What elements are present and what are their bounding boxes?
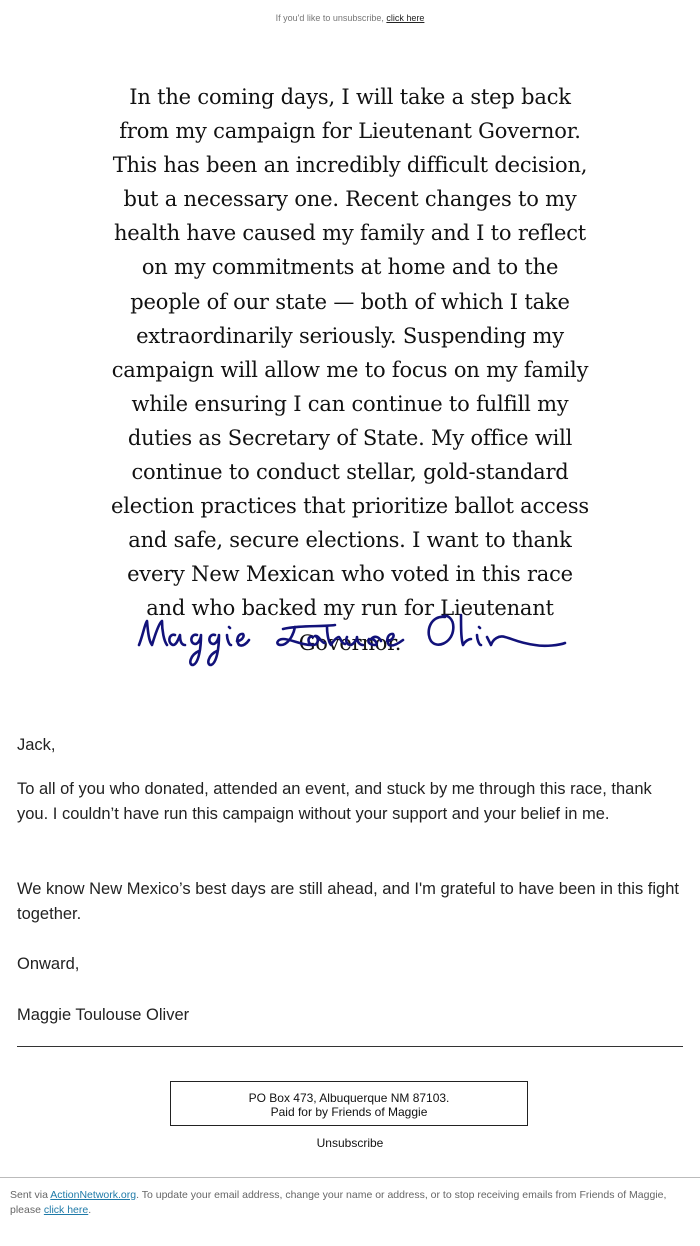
letter-paragraph-2: We know New Mexico’s best days are still ahead, and I'm grateful to have been in this fight together. bbox=[17, 880, 679, 923]
divider bbox=[17, 1046, 683, 1047]
footer-sent-via: Sent via bbox=[10, 1189, 48, 1201]
disclaimer-address: PO Box 473, Albuquerque NM 87103. bbox=[248, 1091, 450, 1105]
footer-divider bbox=[0, 1177, 700, 1178]
footer-message: . To update your email address, change your name or address, or to stop receiving emails from Friends of Maggie, please bbox=[10, 1189, 667, 1216]
unsubscribe-notice bbox=[0, 13, 700, 23]
footer-click-here-link[interactable]: click here bbox=[43, 1203, 89, 1216]
signature-image bbox=[135, 605, 570, 675]
campaign-statement: In the coming days, I will take a step back from my campaign for Lieutenant Governor. This has been an incredibly difficult decision, but a necessary one. Recent changes to my health have caused my family and I to reflect on my commitments at home and to the people of our state — both of which I take extraordinarily seriously. Suspending my campaign will allow me to focus on my family while ensuring I can continue to fulfill my duties as Secretary of State. My office will continue to conduct stellar, gold-standard election practices that prioritize ballot access and safe, secure elections. I want to thank every New Mexican who voted in this race and who backed my run for Lieutenant Governor. bbox=[111, 85, 589, 655]
letter-sender-name: Maggie Toulouse Oliver bbox=[17, 1006, 190, 1024]
footer bbox=[10, 1188, 680, 1217]
disclaimer-paid-for: Paid for by Friends of Maggie bbox=[270, 1105, 428, 1119]
unsubscribe-prompt: If you'd like to unsubscribe, bbox=[275, 13, 384, 23]
unsubscribe-click-here-link[interactable]: click here bbox=[386, 13, 425, 23]
letter-paragraph-1: To all of you who donated, attended an event, and stuck by me through this race, thank you. I couldn’t have run this campaign without your support and your belief in me. bbox=[17, 780, 652, 823]
letter-salutation: Jack, bbox=[17, 736, 56, 754]
footer-end: . bbox=[88, 1203, 92, 1216]
paid-for-disclaimer bbox=[170, 1081, 528, 1126]
letter-closing: Onward, bbox=[17, 955, 80, 973]
unsubscribe-link[interactable]: Unsubscribe bbox=[316, 1136, 384, 1150]
actionnetwork-link[interactable]: ActionNetwork.org bbox=[50, 1189, 137, 1201]
